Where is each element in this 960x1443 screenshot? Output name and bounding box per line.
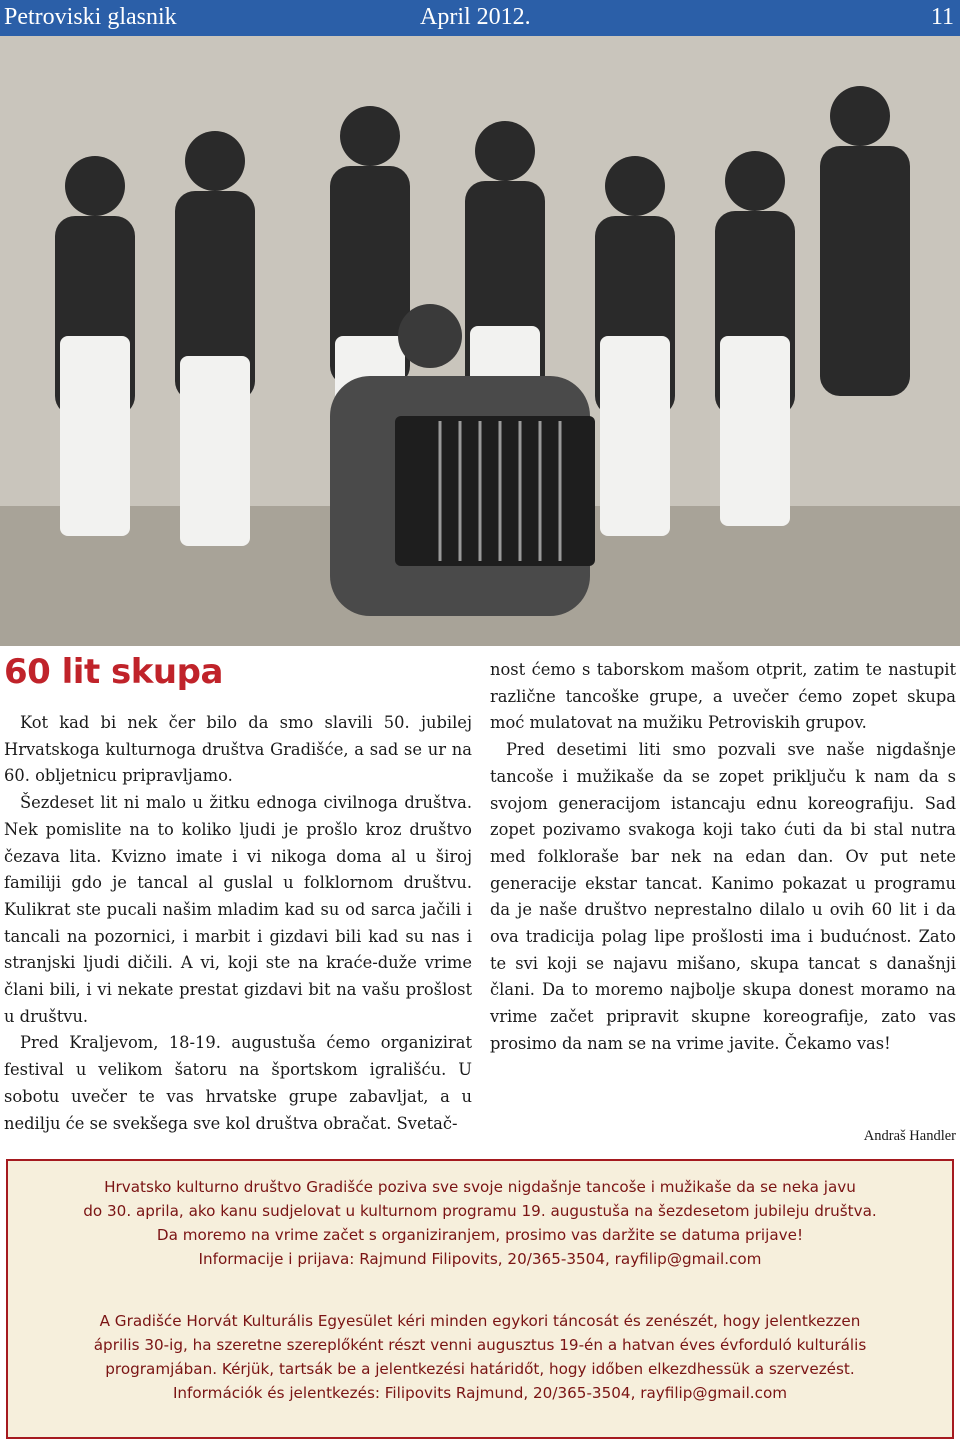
paragraph: Pred Kraljevom, 18-19. augustuša ćemo organizirat festival u velikom šatoru na športskom igrališću. U sobotu uvečer te vas hrvatske grupe zabavljat, a u nedilju će se svekšega sve kol društva obračat. Svetač- bbox=[4, 1033, 472, 1133]
issue-date: April 2012. bbox=[420, 4, 531, 30]
notice-line: programjában. Kérjük, tartsák be a jelentkezési határidőt, hogy időben elkezdhessük a szervezést. bbox=[105, 1360, 855, 1378]
notice-croatian bbox=[16, 1175, 944, 1271]
group-photo-illustration bbox=[0, 36, 960, 646]
article-right-column bbox=[490, 657, 956, 1058]
notice-line: Da moremo na vrime začet s organiziranjem, prosimo vas daržite se datuma prijave! bbox=[156, 1226, 804, 1244]
paragraph: nost ćemo s taborskom mašom otprit, zatim te nastupit različne tancoške grupe, a uvečer ćemo zopet skupa moć mulatovat na mužiku Petroviskih grupov. bbox=[490, 660, 956, 733]
article-author: Andraš Handler bbox=[863, 1128, 956, 1144]
paragraph: Šezdeset lit ni malo u žitku ednoga civilnoga društva. Nek pomislite na to koliko ljudi je prošlo kroz društvo čezava lita. Kvizno imate i vi nikoga doma al u širој familiji gdo je tancal al guslal u folklornom društvu. Kulikrat ste pucali našim mladim kad su od sarca jačili i tancali na pozornici, i marbit i gizdavi bili kad su nas i stranjski ljudi dičili. A vi, koji ste na kraće-duže vrime člani bili, i vi nekate prestat gizdavi bit na vašu prošlost u društvu. bbox=[4, 793, 472, 1026]
page-header bbox=[0, 0, 960, 36]
notice-line: do 30. aprila, ako kanu sudjelovat u kulturnom programu 19. augustuša na šezdesetom jubileju društva. bbox=[83, 1202, 877, 1220]
notice-line: Hrvatsko kulturno društvo Gradišće poziva sve svoje nigdašnje tancoše i mužikaše da se neka javu bbox=[104, 1178, 856, 1196]
article-title: 60 lit skupa bbox=[4, 652, 223, 692]
notice-line: Információk és jelentkezés: Filipovits Rajmund, 20/365-3504, rayfilip@gmail.com bbox=[172, 1384, 788, 1402]
notice-line: A Gradišće Horvát Kulturális Egyesület kéri minden egykori táncosát és zenészét, hogy jelentkezzen bbox=[99, 1312, 861, 1330]
publication-name: Petroviski glasnik bbox=[4, 4, 177, 30]
notice-line: Informacije i prijava: Rajmund Filipovits, 20/365-3504, rayfilip@gmail.com bbox=[198, 1250, 762, 1268]
group-photo bbox=[0, 36, 960, 646]
page-number: 11 bbox=[930, 4, 954, 30]
paragraph: Pred desetimi liti smo pozvali sve naše nigdašnje tancoše i mužikaše da se zopet priključu k nam da s svojom generacijom istancaju ednu koreografiju. Sad zopet pozivamo svakoga koji tako ćuti da bi stal nutra med folkloraše bar nek na edan dan. Ov put nete generacije ekstar tancat. Kanimo pokazat u programu da je naše društvo neprestalno dilalo u ovih 60 lit i da ova tradicija polag lipe prošlosti ima i budućnost. Zato te svi koji se najavu mišano, skupa tancat s današnji člani. Da to moremo najbolje skupa donest moramo na vrime začet pripravit skupne koreografije, zato vas prosimo da nam se na vrime javite. Čekamo vas! bbox=[490, 740, 956, 1053]
notice-box bbox=[6, 1159, 954, 1439]
notice-line: április 30-ig, ha szeretne szereplőként részt venni augusztus 19-én a hatvan éves évforduló kulturális bbox=[93, 1336, 867, 1354]
notice-hungarian bbox=[16, 1309, 944, 1405]
paragraph: Kot kad bi nek čer bilo da smo slavili 50. jubilej Hrvatskoga kulturnoga društva Gradišće, a sad se ur na 60. obljetnicu pripravljamo. bbox=[4, 713, 472, 786]
article-left-column bbox=[4, 710, 472, 1137]
